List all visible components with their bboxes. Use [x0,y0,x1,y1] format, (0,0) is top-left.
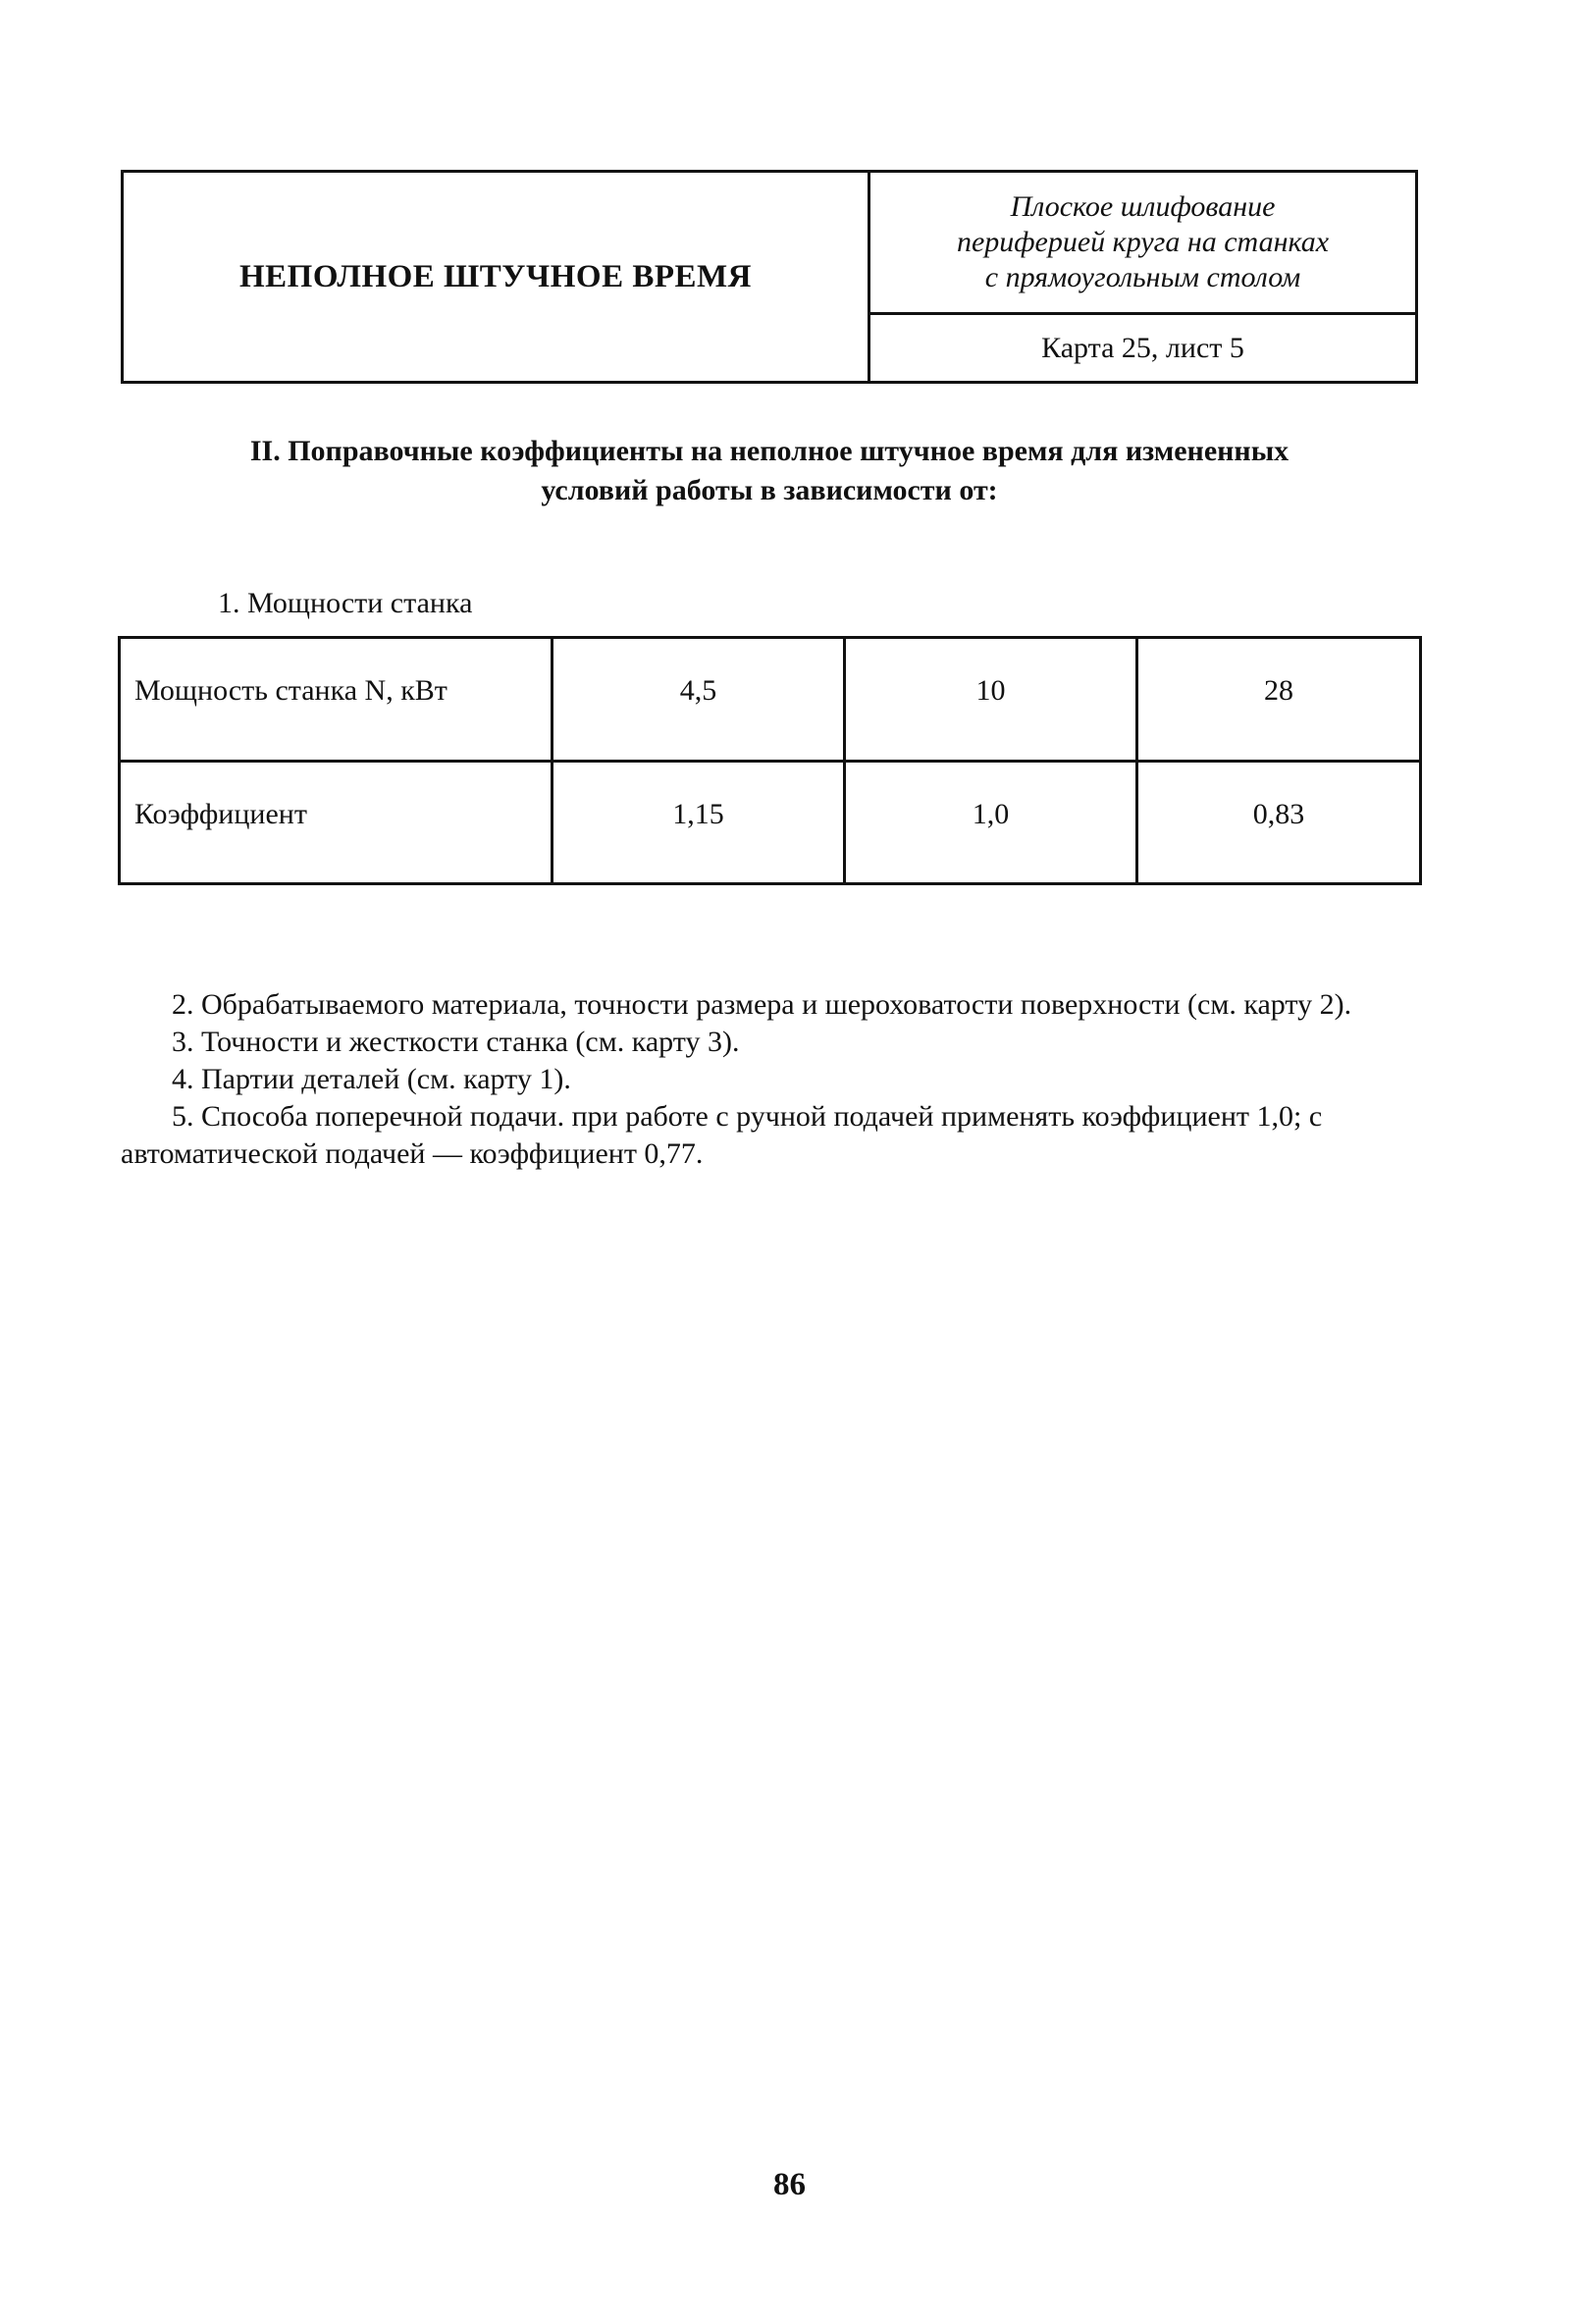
section-title-line-2: условий работы в зависимости от: [541,474,998,506]
notes-list [121,986,1418,1173]
operation-subject [870,173,1415,315]
header-right-cell [870,173,1415,381]
section-title [121,432,1418,510]
note-item: 2. Обрабатываемого материала, точности размера и шероховатости поверхности (см. карту 2). [172,988,1352,1021]
subject-line-3: с прямоугольным столом [984,261,1301,293]
coefficient-value-2: 1,0 [845,761,1137,884]
header-table [121,170,1418,384]
document-title: НЕПОЛНОЕ ШТУЧНОЕ ВРЕМЯ [124,173,870,381]
section-title-line-1: II. Поправочные коэффициенты на неполное штучное время для измененных [249,435,1290,467]
power-value-3: 28 [1137,638,1421,762]
row-label-power: Мощность станка N, кВт [120,638,553,762]
note-item: 5. Способа поперечной подачи. при работе с ручной подачей применять коэффициент 1,0; с автоматической подачей — коэффициент 0,77. [121,1100,1323,1170]
power-coefficient-table [118,636,1422,885]
table-row [120,761,1421,884]
page-number: 86 [773,2167,806,2202]
coefficient-value-3: 0,83 [1137,761,1421,884]
item-1-heading: 1. Мощности станка [218,587,473,619]
power-value-1: 4,5 [553,638,845,762]
subject-line-2: периферией круга на станках [956,226,1330,258]
row-label-coefficient: Коэффициент [120,761,553,884]
card-reference: Карта 25, лист 5 [1041,331,1244,364]
power-value-2: 10 [845,638,1137,762]
coefficient-value-1: 1,15 [553,761,845,884]
subject-line-1: Плоское шлифование [1010,190,1276,223]
note-item: 4. Партии деталей (см. карту 1). [172,1063,571,1095]
table-row [120,638,1421,762]
note-item: 3. Точности и жесткости станка (см. карту 3). [172,1026,740,1058]
